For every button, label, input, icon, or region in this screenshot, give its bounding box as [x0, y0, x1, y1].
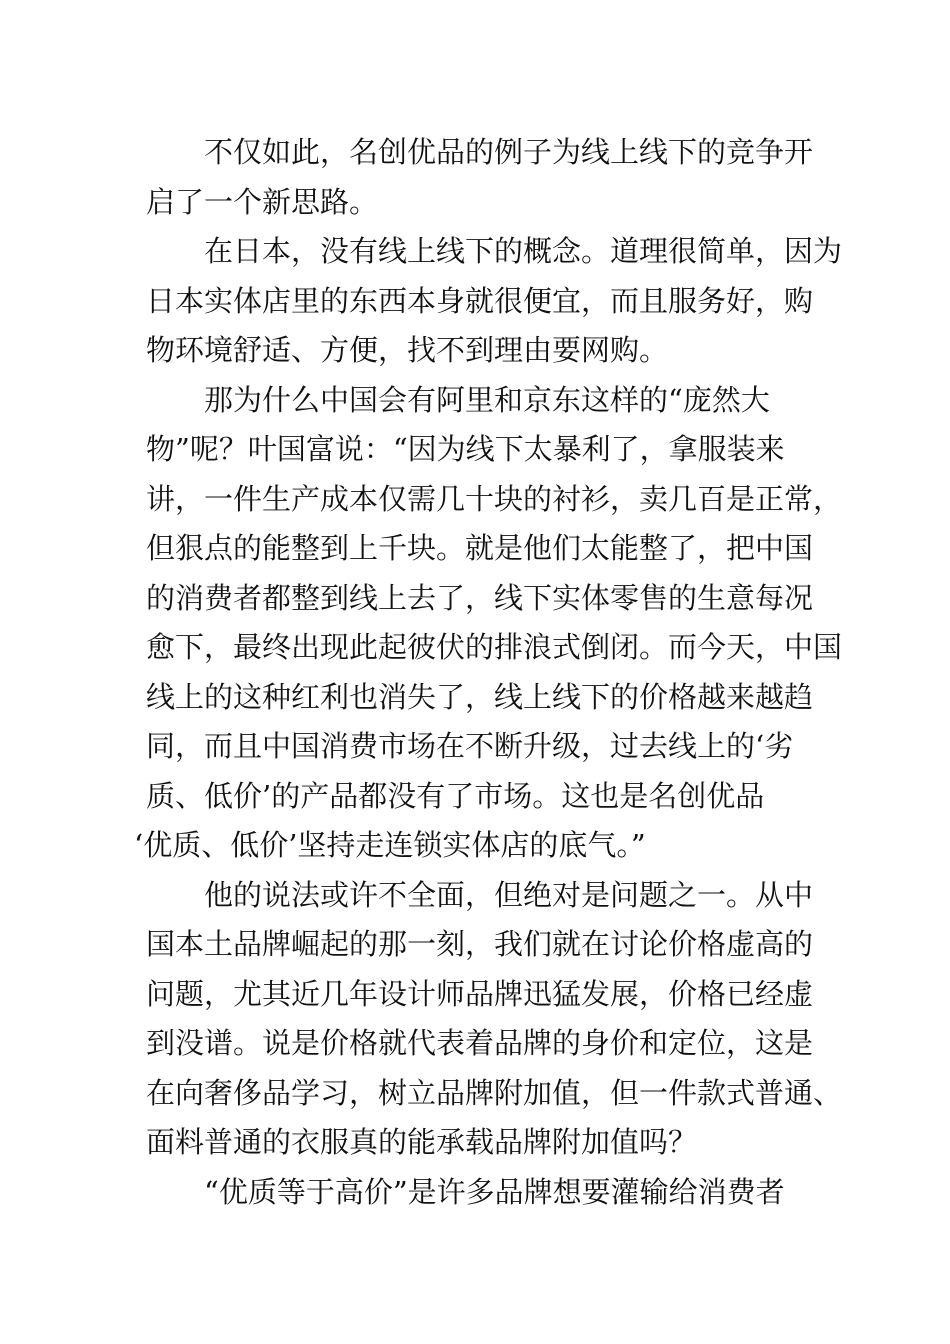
text-line: 但狠点的能整到上千块。就是他们太能整了，把中国: [146, 531, 814, 565]
paragraph: [146, 227, 843, 376]
text-line: 他的说法或许不全面，但绝对是问题之一。从中: [204, 877, 814, 912]
text-line: 日本实体店里的东西本身就很便宜，而且服务好，购: [146, 283, 814, 318]
paragraph: [134, 376, 843, 871]
text-line: 讲，一件生产成本仅需几十块的衬衫，卖几百是正常，: [146, 481, 843, 516]
text-line: 物”呢？叶国富说：“因为线下太暴利了，拿服装来: [146, 432, 785, 466]
article-body: [134, 128, 843, 1217]
paragraph: [146, 1168, 808, 1218]
text-line: 愈下，最终出现此起彼伏的排浪式倒闭。而今天，中国: [146, 630, 843, 664]
text-line: 的消费者都整到线上去了，线下实体零售的生意每况: [146, 580, 814, 615]
text-line: 不仅如此，名创优品的例子为线上线下的竞争开: [204, 135, 814, 169]
text-line: 在向奢侈品学习，树立品牌附加值，但一件款式普通、: [146, 1075, 843, 1110]
text-line: 问题，尤其近几年设计师品牌迅猛发展，价格已经虚: [146, 976, 814, 1011]
text-line: “优质等于高价”是许多品牌想要灌输给消费者: [204, 1174, 785, 1209]
text-line: ‘优质、低价’坚持走连锁实体店的底气。”: [134, 828, 646, 862]
text-line: 同，而且中国消费市场在不断升级，过去线上的‘劣: [146, 729, 794, 763]
text-line: 那为什么中国会有阿里和京东这样的“庞然大: [204, 382, 770, 417]
paragraph: [146, 871, 843, 1168]
text-line: 到没谱。说是价格就代表着品牌的身价和定位，这是: [146, 1026, 814, 1060]
text-line: 线上的这种红利也消失了，线上线下的价格越来越趋: [146, 679, 814, 714]
text-line: 物环境舒适、方便，找不到理由要网购。: [146, 333, 669, 367]
text-line: 启了一个新思路。: [146, 184, 379, 219]
text-line: 国本土品牌崛起的那一刻，我们就在讨论价格虚高的: [146, 927, 814, 961]
text-line: 在日本，没有线上线下的概念。道理很简单，因为: [204, 234, 843, 268]
text-line: 面料普通的衣服真的能承载品牌附加值吗？: [146, 1125, 698, 1159]
paragraph: [146, 128, 814, 227]
text-line: 质、低价’的产品都没有了市场。这也是名创优品: [146, 778, 765, 813]
